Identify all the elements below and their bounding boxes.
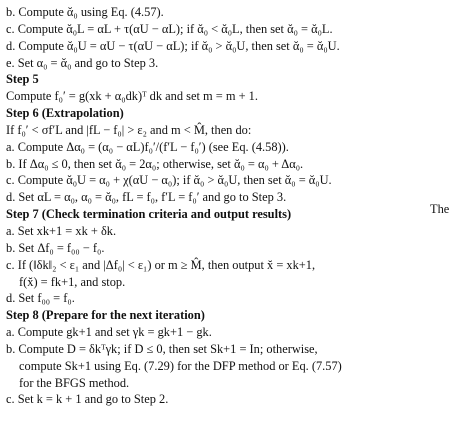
algorithm-line: c. Compute ᾰ₀U = α₀ + χ(αU − α₀); if ᾰ₀ > ᾰ₀U, then set ᾰ₀ = ᾰ₀U. — [6, 173, 332, 188]
step-heading: Step 8 (Prepare for the next iteration) — [6, 308, 205, 323]
algorithm-line: c. If (‖δk‖₂ < ε₁ and |Δf₀| < ε₁) or m ≥ M̂, then output x̆ = xk+1, — [6, 257, 316, 272]
algorithm-line: d. Set αL = α₀, α₀ = ᾰ₀, fL = f₀, f′L = f₀′ and go to Step 3. — [6, 190, 287, 205]
margin-text: The — [430, 202, 450, 216]
algorithm-line: b. Compute ᾰ₀ using Eq. (4.57). — [6, 5, 164, 19]
algorithm-line: a. Compute gk+1 and set γk = gk+1 − gk. — [6, 325, 212, 340]
algorithm-text-block — [6, 4, 416, 408]
algorithm-line: d. Compute ᾰ₀U = αU − τ(αU − αL); if ᾰ₀ > ᾰ₀U, then set ᾰ₀ = ᾰ₀U. — [6, 38, 340, 53]
step-heading: Step 7 (Check termination criteria and output results) — [6, 207, 292, 222]
algorithm-line: a. Set xk+1 = xk + δk. — [6, 223, 117, 238]
algorithm-line: c. Compute ᾰ₀L = αL + τ(αU − αL); if ᾰ₀ < ᾰ₀L, then set ᾰ₀ = ᾰ₀L. — [6, 21, 333, 36]
algorithm-line: e. Set α₀ = ᾰ₀ and go to Step 3. — [6, 55, 159, 70]
algorithm-line: If f₀′ < σf′L and |fL − f₀| > ε₂ and m < M̂, then do: — [6, 122, 252, 137]
algorithm-line: c. Set k = k + 1 and go to Step 2. — [6, 392, 169, 407]
step-heading: Step 6 (Extrapolation) — [6, 106, 124, 121]
algorithm-line: b. Compute D = δkᵀγk; if D ≤ 0, then set Sk+1 = In; otherwise, — [6, 341, 318, 356]
algorithm-line: d. Set f₀₀ = f₀. — [6, 291, 75, 306]
algorithm-line: f(x̆) = fk+1, and stop. — [19, 274, 126, 289]
algorithm-line: b. Set Δf₀ = f₀₀ − f₀. — [6, 240, 105, 255]
algorithm-line: for the BFGS method. — [19, 375, 130, 390]
algorithm-line: Compute f₀′ = g(xk + α₀dk)ᵀ dk and set m = m + 1. — [6, 89, 258, 104]
algorithm-line: compute Sk+1 using Eq. (7.29) for the DFP method or Eq. (7.57) — [19, 358, 342, 373]
step-heading: Step 5 — [6, 72, 39, 87]
algorithm-line: b. If Δα₀ ≤ 0, then set ᾰ₀ = 2α₀; otherwise, set ᾰ₀ = α₀ + Δα₀. — [6, 156, 304, 171]
algorithm-line: a. Compute Δα₀ = (α₀ − αL)f₀′/(f′L − f₀′) (see Eq. (4.58)). — [6, 139, 289, 154]
